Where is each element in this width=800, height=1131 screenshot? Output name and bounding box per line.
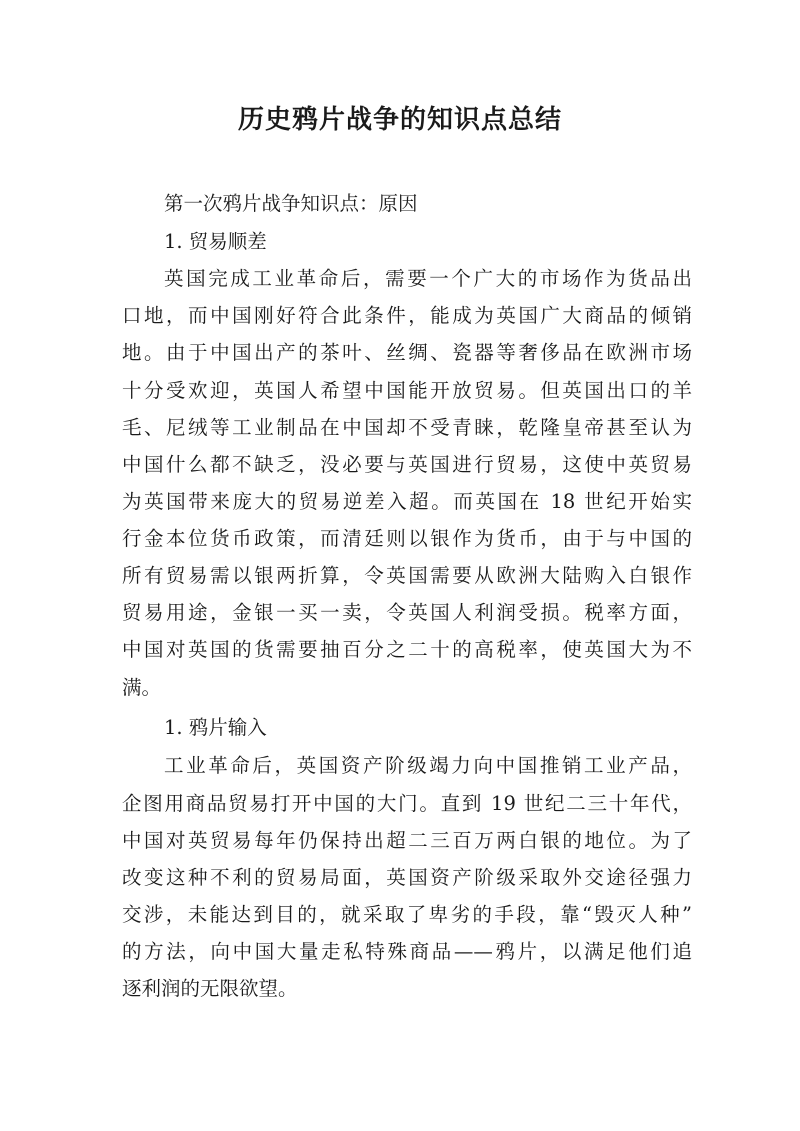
- paragraph-line: 地。由于中国出产的茶叶、丝绸、瓷器等奢侈品在欧洲市场: [122, 341, 692, 364]
- paragraph-line: 的方法，向中国大量走私特殊商品——鸦片，以满足他们追: [122, 940, 692, 963]
- paragraph-line: 十分受欢迎，英国人希望中国能开放贸易。但英国出口的羊: [122, 379, 692, 402]
- paragraph-line: 逐利润的无限欲望。: [122, 977, 298, 1000]
- paragraph-line: 行金本位货币政策，而清廷则以银作为货币，由于与中国的: [122, 527, 692, 550]
- document-title: 历史鸦片战争的知识点总结: [237, 105, 562, 135]
- paragraph-line: 毛、尼绒等工业制品在中国却不受青睐，乾隆皇帝甚至认为: [122, 416, 692, 439]
- paragraph-line: 交涉，未能达到目的，就采取了卑劣的手段，靠“毁灭人种”: [122, 903, 692, 926]
- paragraph-line: 中国什么都不缺乏，没必要与英国进行贸易，这使中英贸易: [122, 453, 692, 476]
- paragraph-line: 为英国带来庞大的贸易逆差入超。而英国在 18 世纪开始实: [122, 490, 692, 513]
- paragraph-line: 口地，而中国刚好符合此条件，能成为英国广大商品的倾销: [122, 304, 692, 327]
- paragraph-line: 满。: [122, 676, 162, 699]
- paragraph-line: 企图用商品贸易打开中国的大门。直到 19 世纪二三十年代，: [122, 792, 692, 815]
- paragraph-line: 中国对英国的货需要抽百分之二十的高税率，使英国大为不: [122, 638, 692, 661]
- section-subheading: 1. 鸦片输入: [164, 716, 267, 739]
- paragraph-line: 英国完成工业革命后，需要一个广大的市场作为货品出: [164, 267, 692, 290]
- paragraph-line: 工业革命后，英国资产阶级竭力向中国推销工业产品，: [164, 754, 692, 777]
- paragraph-line: 改变这种不利的贸易局面，英国资产阶级采取外交途径强力: [122, 866, 692, 889]
- section-subheading: 1. 贸易顺差: [164, 230, 267, 253]
- paragraph-line: 所有贸易需以银两折算，令英国需要从欧洲大陆购入白银作: [122, 564, 692, 587]
- section-heading: 第一次鸦片战争知识点：原因: [164, 192, 418, 215]
- paragraph-line: 中国对英贸易每年仍保持出超二三百万两白银的地位。为了: [122, 829, 692, 852]
- paragraph-line: 贸易用途，金银一买一卖，令英国人利润受损。税率方面，: [122, 601, 692, 624]
